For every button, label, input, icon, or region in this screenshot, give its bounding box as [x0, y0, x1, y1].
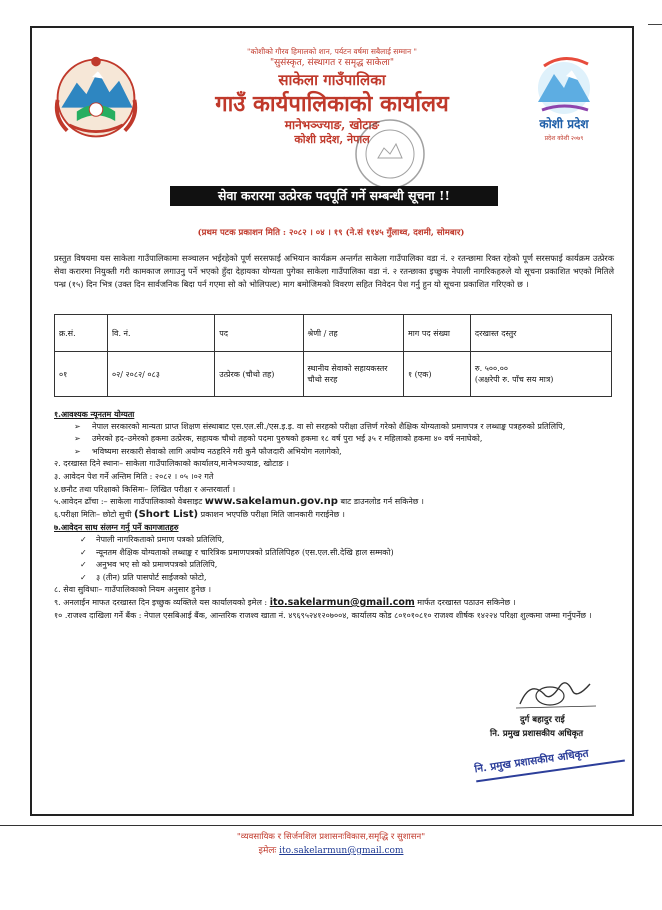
- designation-stamp: नि. प्रमुख प्रशासकीय अधिकृत: [473, 738, 625, 783]
- letterhead: [32, 44, 632, 164]
- signature-scribble: [510, 676, 600, 712]
- fee-amount: रु. ५००.००: [474, 364, 509, 373]
- list-item: [54, 534, 614, 547]
- website-link[interactable]: www.sakelamun.gov.np: [204, 496, 338, 508]
- table-header-row: [55, 315, 612, 352]
- col-header-fee: दरखास्त दस्तुर: [470, 315, 611, 352]
- office-seal-stamp: [350, 114, 430, 194]
- col-header-post: पद: [215, 315, 303, 352]
- koshi-province-logo: [514, 48, 614, 148]
- motto-line-1: "कोशीको गौरव हिमालको शान, पर्यटन वर्षमा सबैलाई सम्मान ": [247, 47, 417, 56]
- footer-motto: "व्यवसायिक र सिर्जनशिल प्रशासनःविकास,समृद्धि र सुशासन": [236, 832, 426, 842]
- check-icon: ✓: [80, 547, 87, 557]
- list-item: [54, 559, 614, 572]
- col-header-count: माग पद संख्या: [403, 315, 470, 352]
- nepal-emblem-icon: [48, 50, 144, 146]
- check-icon: ✓: [80, 534, 87, 544]
- arrow-bullet-icon: ➢: [74, 421, 81, 431]
- section-documents-heading: ७.आवेदन साथ संलग्न गर्नु पर्ने कागजातहरु: [54, 522, 179, 533]
- intro-paragraph: प्रस्तुत विषयमा यस साकेला गाउँपालिकामा सञ्चालन भईरहेको पूर्ण सरसफाई अभियान कार्यक्रम अन्तर्गत साकेला गाउँपालिका वडा नं. २ रतन्छामा रिक्त रहेको पूर्ण सरसफाई कार्यक्रम उत्प्रेरक सेवा करारमा नियुक्ती गरी कामकाज लगाउनु पर्ने भएको हुँदा देहायका योग्यता पुगेका साकेला गाउँपालिका वडा नं. २ रतन्छाका इच्छुक नेपाली नागरिकहरुले यो सूचना प्रकाशित भएको मितिले पन्ध्र (१५) दिन भित्र (उक्त दिन सार्वजनिक बिदा पर्न गएमा सो को भोलिपल्ट) माग बमोजिमको विवरण सहित निवेदन पेश गर्नु हुन यो सूचना प्रकाशित गरिएको छ ।: [54, 253, 614, 289]
- cell-level: स्थानीय सेवाको सहायकस्तर चौथो सरह: [303, 352, 403, 397]
- cell-post: उत्प्रेरक (चौथो तह): [215, 352, 303, 397]
- list-item: [54, 433, 614, 446]
- document-item: न्यूनतम शैक्षिक योग्यताको लब्धाङ्क र चारित्रिक प्रमाणपत्रको प्रतिलिपिहरु (एस.एल.सी.देखि हाल सम्मको): [96, 547, 394, 557]
- office-name: गाउँ कार्यपालिकाको कार्यालय: [215, 91, 449, 117]
- province-logo-sub: प्रदेश कोशी २०७९: [544, 135, 584, 142]
- publication-date: (प्रथम पटक प्रकाशन मिति : २०८२ । ०४ । १९ (ने.सं ११४५ गुँलाथ्व, दशमी, सोमबार): [197, 228, 465, 238]
- table-row: [55, 352, 612, 397]
- section-qualification-heading: १.आवश्यक न्यूनतम योग्यता: [54, 409, 135, 419]
- cell-adv-no: ०२/ २०८२/ ०८३: [107, 352, 214, 397]
- document-item: ३ (तीन) प्रति पासपोर्ट साईजको फोटो,: [96, 572, 207, 582]
- online-line-text: ९. अनलाईन माफत दरखास्त दिन इच्छुक व्यक्तिले यस कार्यालयको इमेल :: [54, 597, 270, 607]
- exam-line-suffix: प्रकाशन भएपछि परीक्षा मिति जानकारी गराईनेछ ।: [198, 509, 345, 519]
- selection-method: ४.छनौट तथा परिक्षाको किसिमः– लिखित परीक्षा र अन्तरवार्ता ।: [54, 484, 236, 494]
- motto-line-2: "सुसंस्कृत, संस्थागत र समृद्ध साकेला": [269, 58, 395, 68]
- address-line-2: कोशी प्रदेश, नेपाल: [294, 133, 370, 146]
- vacancy-table: [54, 314, 612, 397]
- document-item: नेपाली नागरिकताको प्रमाण पत्रको प्रतिलिपि,: [96, 534, 225, 544]
- signatory-title: नि. प्रमुख प्रशासकीय अधिकृत: [490, 729, 584, 739]
- short-list-term: (Short List): [134, 508, 199, 520]
- application-place: २. दरखास्त दिने स्थानः– साकेला गाउँपालिकाको कार्यालय,मानेभञ्ज्याङ, खोटाङ ।: [54, 459, 289, 469]
- application-form-line: [54, 496, 614, 509]
- signatory-name: दुर्ग बहादुर राई: [520, 715, 565, 725]
- footer-email-line: [0, 844, 662, 858]
- form-line-text: ५.आवेदन ढाँचा :– साकेला गाउँपालिकाको वेबसाइट: [54, 497, 205, 507]
- list-item: [54, 446, 614, 459]
- col-header-level: श्रेणी / तह: [303, 315, 403, 352]
- corner-mark: [648, 24, 662, 25]
- header-text-block: [152, 46, 512, 147]
- footer-email-label: इमेलः: [258, 846, 277, 856]
- office-email-link[interactable]: ito.sakelarmun@gmail.com: [269, 596, 415, 608]
- address-line-1: मानेभञ्ज्याङ, खोटाङ: [284, 118, 380, 132]
- fee-in-words: (अक्षरेपी रु. पाँच सय मात्र): [474, 375, 554, 384]
- online-application-line: [54, 597, 614, 610]
- exam-date-line: [54, 509, 614, 522]
- footer: [0, 830, 662, 858]
- qualification-item: नेपाल सरकारको मान्यता प्राप्त शिक्षण संस्थाबाट एस.एल.सी./एस.इ.इ. वा सो सरहको परीक्षा उत्तिर्ण गरेको शैक्षिक योग्यताको प्रमाणपत्र र लब्धाङ्क पत्रहरुको प्रतिलिपि,: [92, 421, 566, 431]
- cell-sn: ०१: [55, 352, 108, 397]
- list-item: [54, 421, 614, 434]
- document-item: अनुभव भए सो को प्रमाणपत्रको प्रतिलिपि,: [96, 560, 218, 570]
- arrow-bullet-icon: ➢: [74, 434, 81, 444]
- province-logo-label: कोशी प्रदेश: [539, 117, 589, 131]
- qualification-item: उमेरको हद–उमेरको हकमा उत्प्रेरक, सहायक चौथो तहको पदमा पुरुषको हकमा १८ वर्ष पुरा भई ३५ र महिलाको हकमा ४० वर्ष ननाघेको,: [92, 434, 483, 444]
- online-line-suffix: मार्फत दरखास्त पठाउन सकिनेछ ।: [414, 597, 516, 607]
- cell-fee: [470, 352, 611, 397]
- footer-divider: [0, 825, 662, 826]
- list-item: [54, 547, 614, 560]
- signature-block: [470, 676, 630, 786]
- municipality-name: साकेला गाउँपालिका: [278, 71, 386, 89]
- form-line-suffix: बाट डाउनलोड गर्न सकिनेछ ।: [337, 497, 424, 507]
- col-header-adv-no: वि. नं.: [107, 315, 214, 352]
- notice-details: [54, 408, 614, 622]
- arrow-bullet-icon: ➢: [74, 446, 81, 456]
- check-icon: ✓: [80, 572, 87, 582]
- col-header-sn: क्र.सं.: [55, 315, 108, 352]
- revenue-bank-line: १० .राजश्व दाखिला गर्ने बैंक : नेपाल एसबिआई बैंक, आन्तरिक राजश्व खाता नं. ४९६९५२४१२०७००४, कार्यालय कोड ८०१०१०८१० राजश्व शीर्षक १४२२४ परिक्षा शुल्कमा जम्मा गर्नुपर्नेछ ।: [54, 610, 592, 620]
- cell-count: १ (एक): [403, 352, 470, 397]
- application-deadline: ३. आवेदन पेश गर्ने अन्तिम मिति : २०८२ । ०५ ।०२ गते: [54, 471, 214, 481]
- exam-line-text: ६.परीक्षा मितिः– छोटो सुची: [54, 509, 135, 519]
- notice-title: सेवा करारमा उत्प्रेरक पदपूर्ति गर्ने सम्बन्धी सूचना !!: [170, 186, 498, 206]
- footer-email-link[interactable]: ito.sakelarmun@gmail.com: [279, 846, 404, 856]
- qualification-item: भविष्यमा सरकारी सेवाको लागि अयोग्य नठहरिने गरी कुनै फौजदारी अभियोग नलागेको,: [92, 446, 342, 456]
- check-icon: ✓: [80, 560, 87, 570]
- list-item: [54, 572, 614, 585]
- service-benefits: ८. सेवा सुविधाः– गाउँपालिकाको नियम अनुसार हुनेछ ।: [54, 585, 212, 595]
